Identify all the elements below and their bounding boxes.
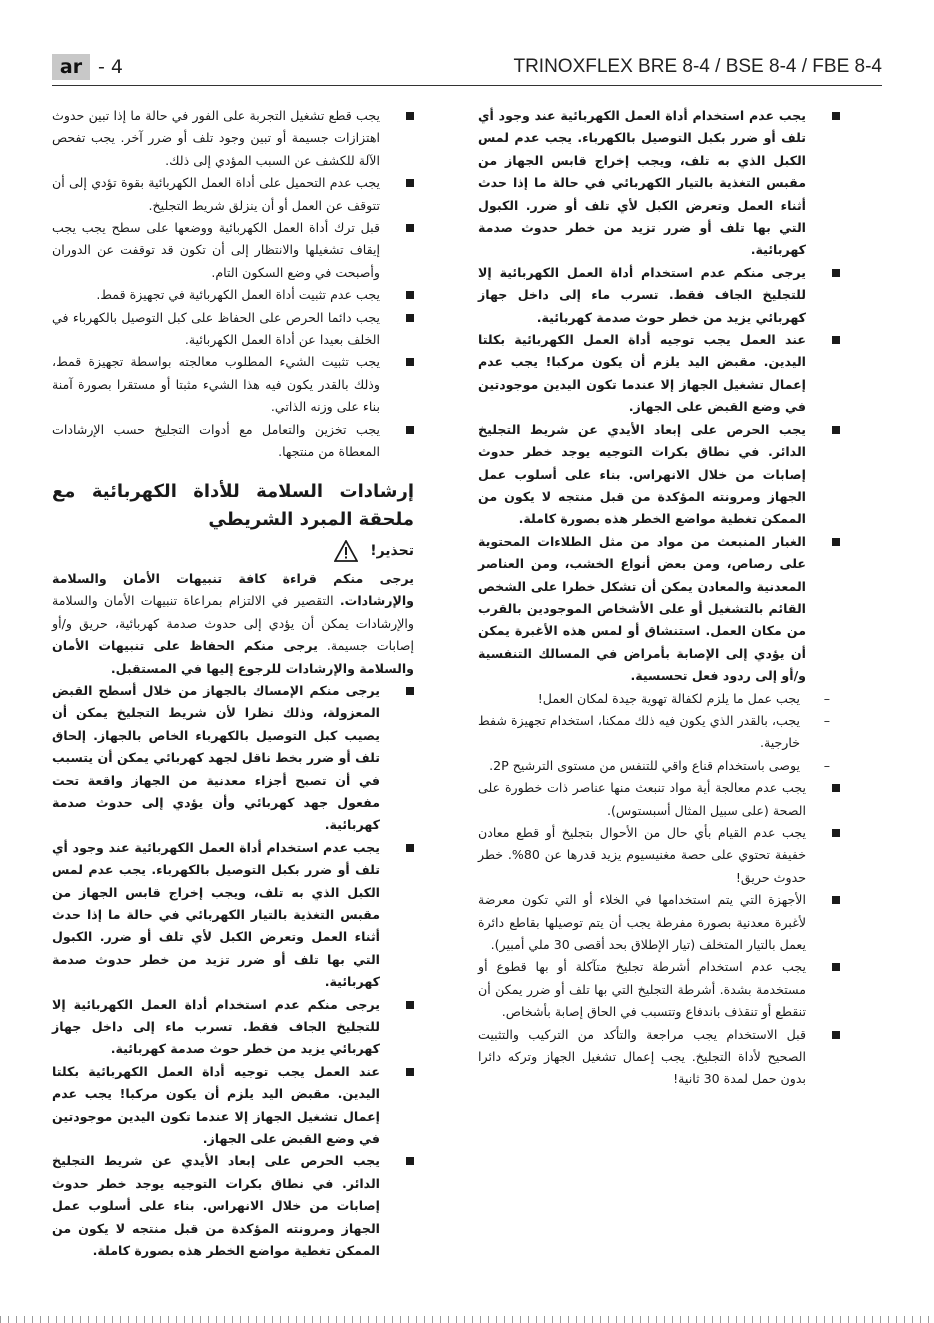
dash-icon: – [823,712,830,728]
list-item: يجب قطع تشغيل التجربة على الفور في حالة ما إذا تبين حدوث اهتزازات جسيمة أو تبين وجود تلف أو ضرر آخر. يجب تفحص الآلة للكشف عن السبب المؤدي إلى ذلك. [52,105,414,172]
list-item: يجب الحرص على إبعاد الأيدي عن شريط التجليخ الدائر. في نطاق بكرات التوجيه يوجد خطر حدوث إصابات من خلال الانهراس. بناء على أسلوب عمل الجهاز ومرونته المؤكدة من قبل منتجه لا يكون من الممكن تغطية مواضع الخطر هذه بصورة كاملة. [52,1150,414,1262]
list-item: قبل الاستخدام يجب مراجعة والتأكد من التركيب والتثبيت الصحيح لأداة التجليخ. يجب إعمال تشغيل الجهاز وتركه دائرا بدون حمل لمدة 30 ثانية! [478,1024,840,1091]
list-item: عند العمل يجب توجيه أداة العمل الكهربائية بكلتا اليدين. مقبض اليد يلزم أن يكون مركبا! يجب عدم إعمال تشغيل الجهاز إلا عندما تكون اليدين موجودتين في وضع القبض على الجهاز. [52,1061,414,1151]
bullet-square-icon [406,1001,414,1009]
page-header [52,52,882,86]
sub-list-item: – يوصى باستخدام قناع واقي للتنفس من مستوى الترشيح 2P. [478,755,840,777]
list-item: عند العمل يجب توجيه أداة العمل الكهربائية بكلتا اليدين. مقبض اليد يلزم أن يكون مركبا! يجب عدم إعمال تشغيل الجهاز إلا عندما تكون اليدين موجودتين في وضع القبض على الجهاز. [478,329,840,419]
bullet-square-icon [406,844,414,852]
dash-icon: – [823,690,830,706]
bullet-square-icon [406,687,414,695]
left-column [52,105,414,1263]
section-heading: إرشادات السلامة للأداة الكهربائية مع ملحقة المبرد الشريطي [52,480,414,530]
list-item: يرجى منكم عدم استخدام أداة العمل الكهربائية إلا للتجليخ الجاف فقط. تسرب ماء إلى داخل جهاز كهربائي يزيد من خطر حوث صدمة كهربائية. [478,262,840,329]
list-item: يرجى منكم الإمساك بالجهاز من خلال أسطح القبض المعزولة، وذلك نظرا لأن شريط التجليخ يمكن أن يصيب كبل التوصيل بالكهرباء الخاص بالجهاز. إلحاق تلف أو ضرر بخط ناقل لجهد كهربائي يمكن أن يتسبب في أن تصبح أجزاء معدنية من الجهاز واقعة تحت مفعول جهد كهربائي وأن يؤدي إلى حدوث صدمة كهربائية. [52,680,414,837]
dash-icon: – [823,757,830,773]
list-item: الغبار المنبعث من مواد من مثل الطلاءات المحتوية على رصاص، ومن بعض أنواع الخشب، ومن العناصر المعدنية والمعادن يمكن أن تشكل خطرا على الشخص القائم بالتشغيل أو على الأشخاص الموجودين بالقرب من مكان العمل. استنشاق أو لمس هذه الأغبرة يمكن أن يؤدي إلى الإصابة بأمراض في المسالك التنفسية و/أو إلى ردود فعل تحسسية. [478,531,840,688]
bullet-square-icon [832,829,840,837]
bullet-square-icon [832,896,840,904]
list-item: الأجهزة التي يتم استخدامها في الخلاء أو التي تكون معرضة لأغبرة معدنية بصورة مفرطة يجب أن يتم توصيلها بقاطع دائرة يعمل بالتيار المتخلف (تيار الإطلاق بحد أقصى 30 ملي أمبير). [478,889,840,956]
bottom-ruler [0,1316,934,1323]
sub-list-item: – يجب، بالقدر الذي يكون فيه ذلك ممكنا، استخدام تجهيزة شفط خارجية. [478,710,840,755]
list-item: يجب عدم معالجة أية مواد تنبعث منها عناصر ذات خطورة على الصحة (على سبيل المثال أسبستوس). [478,777,840,822]
list-item: يجب تثبيت الشيء المطلوب معالجته بواسطة تجهيزة قمط، وذلك بالقدر يكون فيه هذا الشيء مثبتا أو مستقرا بصورة آمنة بناء على وزنه الذاتي. [52,351,414,418]
warning-row [52,540,414,562]
bullet-square-icon [832,538,840,546]
list-item: يجب عدم التحميل على أداة العمل الكهربائية بقوة تؤدي إلى أن تتوقف عن العمل أو أن ينزلق شريط التجليخ. [52,172,414,217]
right-column [478,105,840,1091]
page-number: - 4 [98,56,123,78]
list-item: يرجى منكم عدم استخدام أداة العمل الكهربائية إلا للتجليخ الجاف فقط. تسرب ماء إلى داخل جهاز كهربائي يزيد من خطر حوث صدمة كهربائية. [52,994,414,1061]
bullet-square-icon [832,1031,840,1039]
sub-list-item: – يجب عمل ما يلزم لكفالة تهوية جيدة لمكان العمل! [478,688,840,710]
bullet-square-icon [832,112,840,120]
list-item: يجب تخزين والتعامل مع أدوات التجليخ حسب الإرشادات المعطاة من منتجها. [52,419,414,464]
document-title: TRINOXFLEX BRE 8-4 / BSE 8-4 / FBE 8-4 [513,56,882,77]
list-item: يجب الحرص على إبعاد الأيدي عن شريط التجليخ الدائر. في نطاق بكرات التوجيه يوجد خطر حدوث إصابات من خلال الانهراس. بناء على أسلوب عمل الجهاز ومرونته المؤكدة من قبل منتجه لا يكون من الممكن تغطية مواضع الخطر هذه بصورة كاملة. [478,419,840,531]
list-item: يجب عدم استخدام أداة العمل الكهربائية عند وجود أي تلف أو ضرر بكبل التوصيل بالكهرباء. يجب عدم لمس الكبل الذي به تلف، ويجب إخراج قابس الجهاز من مقبس التغذية بالتيار الكهربائي في حالة ما إذا حدث أثناء العمل وتعرض الكبل لأي تلف أو ضرر. الكبول التي بها تلف أو ضرر تزيد من خطر حدوث صدمة كهربائية. [52,837,414,994]
header-divider [52,85,882,86]
bullet-square-icon [832,963,840,971]
bullet-square-icon [406,1157,414,1165]
bullet-square-icon [406,179,414,187]
bullet-square-icon [832,336,840,344]
bullet-square-icon [832,426,840,434]
list-item: يجب دائما الحرص على الحفاظ على كبل التوصيل بالكهرباء في الخلف بعيدا عن أداة العمل الكهربائية. [52,307,414,352]
list-item: قبل ترك أداة العمل الكهربائية ووضعها على سطح يجب يجب إيقاف تشغيلها والانتظار إلى أن تكون قد توقفت عن الدوران وأصبحت في وضع السكون التام. [52,217,414,284]
warning-triangle-icon [334,540,358,562]
warning-label: تحذير! [370,542,414,559]
list-item: يجب عدم تثبيت أداة العمل الكهربائية في تجهيزة قمط. [52,284,414,306]
bullet-square-icon [406,314,414,322]
bullet-square-icon [406,1068,414,1076]
list-item: يجب عدم القيام بأي حال من الأحوال بتجليخ أو قطع معادن خفيفة تحتوي على حصة مغنيسيوم يزيد قدرها عن 80%. خطر حدوث حريق! [478,822,840,889]
bullet-square-icon [832,269,840,277]
list-item: يجب عدم استخدام أداة العمل الكهربائية عند وجود أي تلف أو ضرر بكبل التوصيل بالكهرباء. يجب عدم لمس الكبل الذي به تلف، ويجب إخراج قابس الجهاز من مقبس التغذية بالتيار الكهربائي في حالة ما إذا حدث أثناء العمل وتعرض الكبل لأي تلف أو ضرر. الكبول التي بها تلف أو ضرر تزيد من خطر حدوث صدمة كهربائية. [478,105,840,262]
bullet-square-icon [406,358,414,366]
bullet-square-icon [406,112,414,120]
bullet-square-icon [406,224,414,232]
bullet-square-icon [832,784,840,792]
warning-paragraph: يرجى منكم قراءة كافة تنبيهات الأمان والسلامة والإرشادات. التقصير في الالتزام بمراعاة تنبيهات الأمان والسلامة والإرشادات يمكن أن يؤدي إلى حدوث صدمة كهربائية، حريق و/أو إصابات جسيمة. يرجى منكم الحفاظ على تنبيهات الأمان والسلامة والإرشادات للرجوع إليها في المستقبل. [52,570,414,676]
bullet-square-icon [406,426,414,434]
list-item: يجب عدم استخدام أشرطة تجليخ متآكلة أو بها قطوع أو مستخدمة بشدة. أشرطة التجليخ التي بها تلف أو ضرر يمكن أن تنقطع أو تنقذف باندفاع وتتسبب في الحاق إصابة بأشخاص. [478,956,840,1023]
bullet-square-icon [406,291,414,299]
language-badge: ar [52,54,90,80]
